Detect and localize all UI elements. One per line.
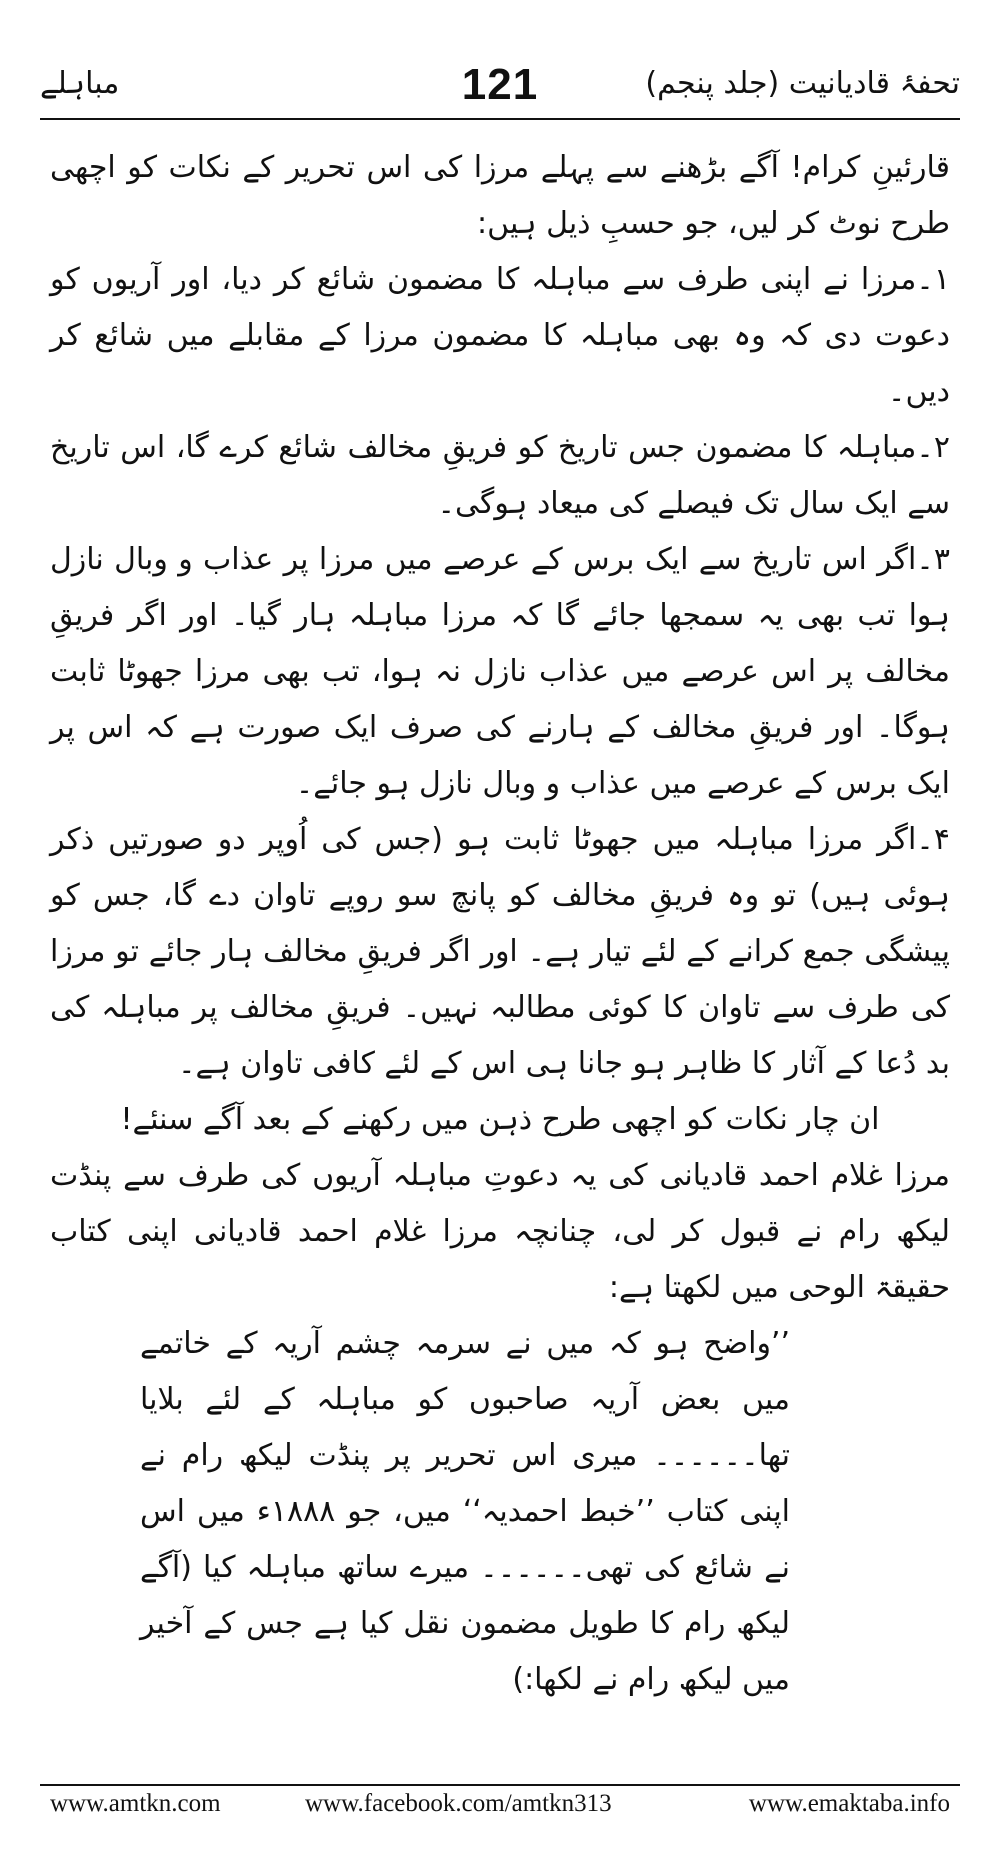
footer-link-facebook[interactable]: www.facebook.com/amtkn313 — [305, 1790, 612, 1817]
page-number: 121 — [461, 60, 539, 109]
lead-in-paragraph: مرزا غلام احمد قادیانی کی یہ دعوتِ مباہلہ آریوں کی طرف سے پنڈت لیکھ رام نے قبول کر لی، چنانچہ مرزا غلام احمد قادیانی اپنی کتاب حقیقۃ الوحی میں لکھتا ہے: — [50, 1158, 950, 1305]
point-4-paragraph: ۴۔اگر مرزا مباہلہ میں جھوٹا ثابت ہو (جس کی اُوپر دو صورتیں ذکر ہوئی ہیں) تو وہ فریقِ مخالف کو پانچ سو روپے تاوان دے گا، جس کو پیشگی جمع کرانے کے لئے تیار ہے۔ اور اگر فریقِ مخالف ہار جائے تو مرزا کی طرف سے تاوان کا کوئی مطالبہ نہیں۔ فریقِ مخالف پر مباہلہ کی بد دُعا کے آثار کا ظاہر ہو جانا ہی اس کے لئے کافی تاوان ہے۔ — [50, 822, 950, 1081]
page-footer — [50, 1790, 950, 1830]
header-divider — [40, 118, 960, 120]
point-2-paragraph: ۲۔مباہلہ کا مضمون جس تاریخ کو فریقِ مخالف شائع کرے گا، اس تاریخ سے ایک سال تک فیصلے کی میعاد ہوگی۔ — [50, 430, 950, 521]
intro-paragraph: قارئینِ کرام! آگے بڑھنے سے پہلے مرزا کی اس تحریر کے نکات کو اچھی طرح نوٹ کر لیں، جو حسبِ ذیل ہیں: — [50, 150, 950, 241]
footer-link-emaktaba[interactable]: www.emaktaba.info — [748, 1790, 950, 1817]
point-3-paragraph: ۳۔اگر اس تاریخ سے ایک برس کے عرصے میں مرزا پر عذاب و وبال نازل ہوا تب بھی یہ سمجھا جائے گا کہ مرزا مباہلہ ہار گیا۔ اور اگر فریقِ مخالف پر اس عرصے میں عذاب نازل نہ ہوا، تب بھی مرزا جھوٹا ثابت ہوگا۔ اور فریقِ مخالف کے ہارنے کی صرف ایک صورت ہے کہ اس پر ایک برس کے عرصے میں عذاب و وبال نازل ہو جائے۔ — [50, 542, 950, 801]
quotation-block: ’’واضح ہو کہ میں نے سرمہ چشم آریہ کے خاتمے میں بعض آریہ صاحبوں کو مباہلہ کے لئے بلایا تھا۔۔۔۔۔۔ میری اس تحریر پر پنڈت لیکھ رام نے اپنی کتاب ’’خبط احمدیہ‘‘ میں، جو ۱۸۸۸ء میں اس نے شائع کی تھی۔۔۔۔۔۔ میرے ساتھ مباہلہ کیا (آگے لیکھ رام کا طویل مضمون نقل کیا ہے جس کے آخیر میں لیکھ رام نے لکھا:) — [140, 1326, 791, 1697]
page-header — [40, 60, 960, 120]
footer-divider — [40, 1784, 960, 1786]
transition-line: ان چار نکات کو اچھی طرح ذہن میں رکھنے کے بعد آگے سنئے! — [120, 1102, 880, 1137]
page-body — [50, 140, 950, 1708]
footer-link-amtkn[interactable]: www.amtkn.com — [50, 1790, 221, 1817]
point-1-paragraph: ۱۔مرزا نے اپنی طرف سے مباہلہ کا مضمون شائع کر دیا، اور آریوں کو دعوت دی کہ وہ بھی مباہلہ کا مضمون مرزا کے مقابلے میں شائع کر دیں۔ — [50, 262, 950, 409]
book-title: تحفۂ قادیانیت (جلد پنجم) — [645, 66, 960, 101]
chapter-title: مباہلے — [40, 66, 120, 101]
